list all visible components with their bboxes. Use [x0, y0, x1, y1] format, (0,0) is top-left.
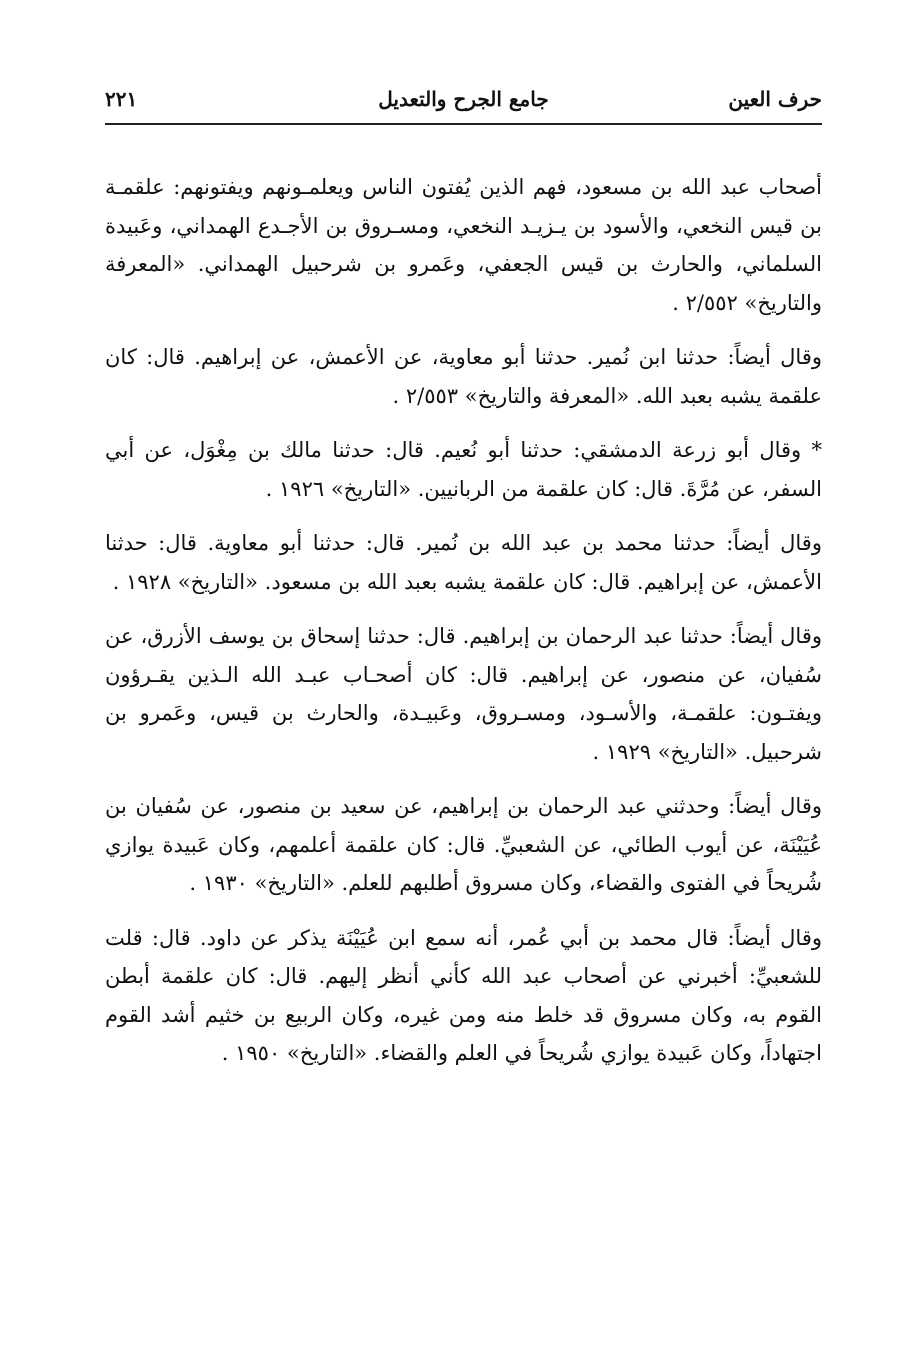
running-header [105, 85, 822, 125]
page-body [105, 168, 822, 1089]
book-title: جامع الجرح والتعديل [378, 87, 549, 111]
paragraph: وقال أيضاً: حدثنا ابن نُمير. حدثنا أبو معاوية، عن الأعمش، عن إبراهيم. قال: كان علقمة يشبه بعبد الله. «المعرفة والتاريخ» ٢/٥٥٣ . [105, 345, 822, 408]
chapter-title: حرف العين [728, 87, 822, 111]
paragraph: وقال أيضاً: وحدثني عبد الرحمان بن إبراهيم، عن سعيد بن منصور، عن سُفيان بن عُيَيْنَة، عن أيوب الطائي، عن الشعبيِّ. قال: كان علقمة أعلمهم، وكان عَبيدة يوازي شُريحاً في الفتوى والقضاء، وكان مسروق أطلبهم للعلم. «التاريخ» ١٩٣٠ . [105, 794, 822, 895]
page-number: ٢٢١ [105, 87, 138, 111]
paragraph: وقال أيضاً: حدثنا محمد بن عبد الله بن نُمير. قال: حدثنا أبو معاوية. قال: حدثنا الأعمش، عن إبراهيم. قال: كان علقمة يشبه بعبد الله بن مسعود. «التاريخ» ١٩٢٨ . [105, 531, 822, 594]
paragraph: وقال أيضاً: حدثنا عبد الرحمان بن إبراهيم. قال: حدثنا إسحاق بن يوسف الأزرق، عن سُفيان، عن منصور، عن إبراهيم. قال: كان أصحـاب عبـد الله الـذين يقـرؤون ويفتـون: علقمـة، والأسـود، ومسـروق، وعَبيـدة، والحارث بن قيس، وعَمرو بن شرحبيل. «التاريخ» ١٩٢٩ . [105, 624, 822, 764]
paragraph: وقال أيضاً: قال محمد بن أبي عُمر، أنه سمع ابن عُيَيْنَة يذكر عن داود. قال: قلت للشعبيِّ: أخبرني عن أصحاب عبد الله كأني أنظر إليهم. قال: كان علقمة أبطن القوم به، وكان مسروق قد خلط منه ومن غيره، وكان الربيع بن خثيم أشد القوم اجتهاداً، وكان عَبيدة يوازي شُريحاً في العلم والقضاء. «التاريخ» ١٩٥٠ . [105, 925, 822, 1065]
paragraph: * وقال أبو زرعة الدمشقي: حدثنا أبو نُعيم. قال: حدثنا مالك بن مِغْوَل، عن أبي السفر، عن مُرَّةَ. قال: كان علقمة من الربانيين. «التاريخ» ١٩٢٦ . [105, 438, 822, 501]
paragraph: أصحاب عبد الله بن مسعود، فهم الذين يُفتون الناس ويعلمـونهم ويفتونهم: علقمـة بن قيس النخعي، والأسود بن يـزيـد النخعي، ومسـروق بن الأجـدع الهمداني، وعَبيدة السلماني، والحارث بن قيس الجعفي، وعَمرو بن شرحبيل الهمداني. «المعرفة والتاريخ» ٢/٥٥٢ . [105, 175, 822, 315]
